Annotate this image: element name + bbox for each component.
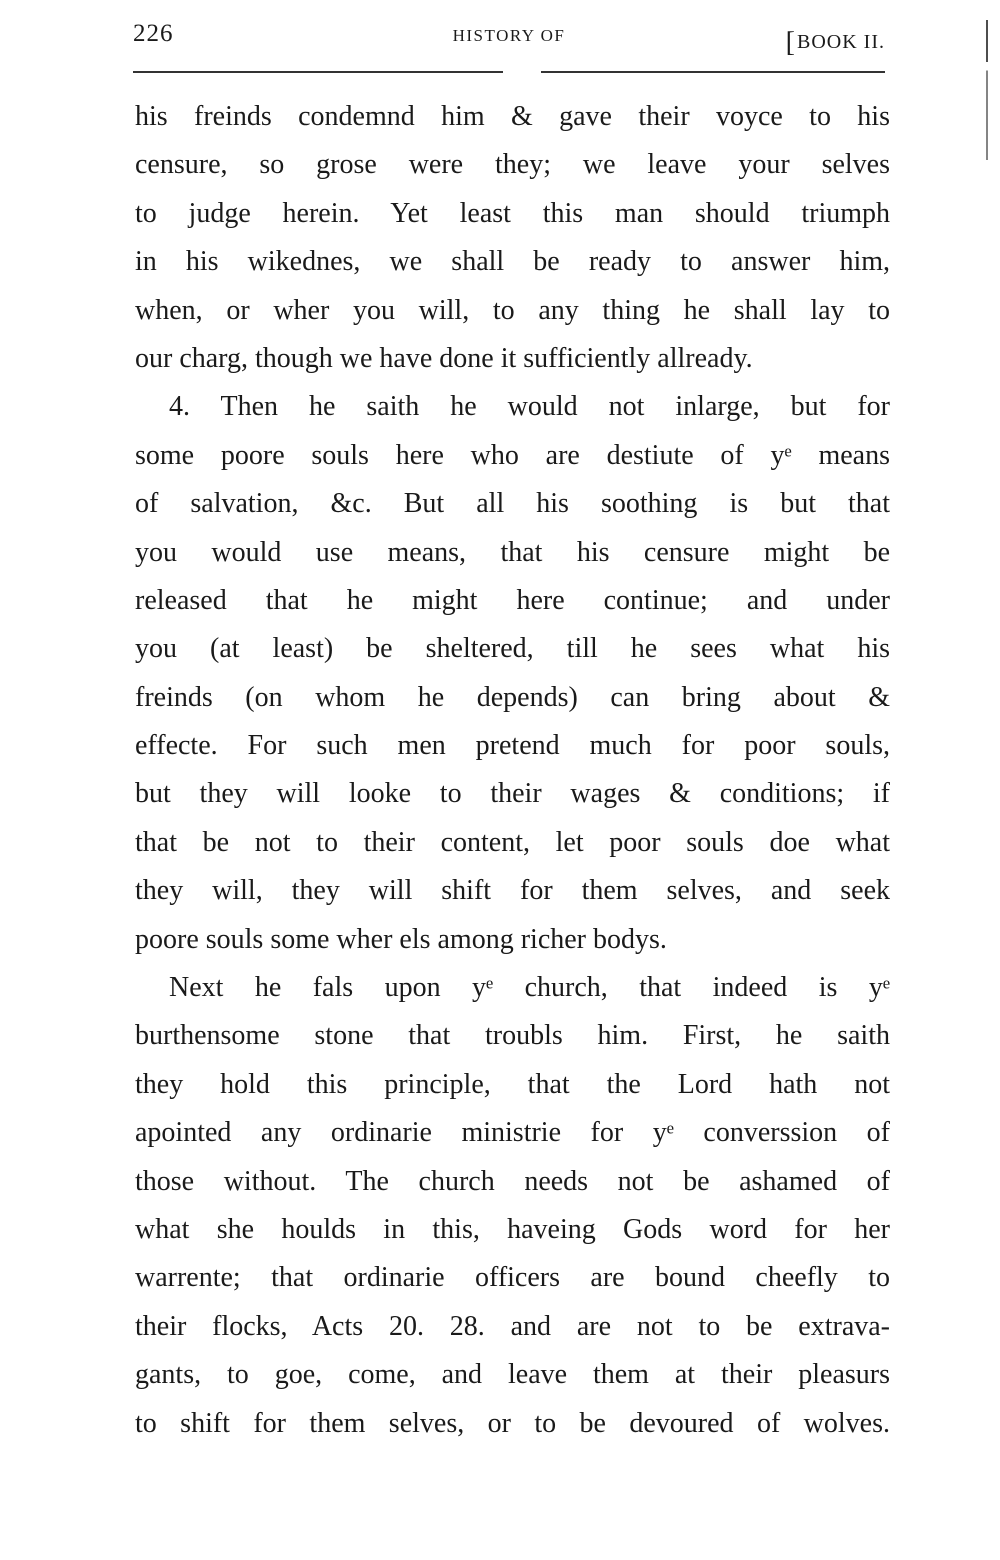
page-edge-mark [986,20,988,160]
text-line: warrente; that ordinarie officers are bound cheefly to [135,1262,890,1294]
section-label-text: BOOK II. [797,31,885,53]
text-line: apointed any ordinarie ministrie for yᵉ converssion of [135,1117,890,1149]
header-rule-left [133,71,503,73]
page-number: 226 [133,20,174,47]
text-line: of salvation, &c. But all his soothing is but that [135,488,890,520]
text-line: gants, to goe, come, and leave them at their pleasurs [135,1359,890,1391]
text-line: our charg, though we have done it sufficiently allready. [135,342,753,374]
text-line: you would use means, that his censure might be [135,536,890,568]
body-text [135,93,890,1448]
text-line: effecte. For such men pretend much for poor souls, [135,730,890,762]
text-line: poore souls some wher els among richer bodys. [135,923,667,955]
text-line: what she houlds in this, haveing Gods word for her [135,1213,890,1245]
text-line: Next he fals upon yᵉ church, that indeed is yᵉ [169,972,890,1004]
text-line: you (at least) be sheltered, till he sees what his [135,633,890,665]
text-line: some poore souls here who are destiute of yᵉ means [135,439,890,471]
running-title: HISTORY OF [452,26,566,45]
text-line: censure, so grose were they; we leave your selves [135,149,890,181]
text-line: those without. The church needs not be ashamed of [135,1165,890,1197]
text-line: freinds (on whom he depends) can bring about & [135,681,890,713]
text-line: released that he might here continue; and under [135,584,890,616]
text-line: their flocks, Acts 20. 28. and are not to be extrava- [135,1310,890,1342]
text-line: but they will looke to their wages & conditions; if [135,778,890,810]
text-line: his freinds condemnd him & gave their voyce to his [135,101,890,132]
section-bracket: [ [785,27,796,58]
text-line: in his wikednes, we shall be ready to answer him, [135,246,890,278]
section-label [786,24,885,56]
text-line: 4. Then he saith he would not inlarge, but for [169,391,890,423]
text-line: when, or wher you will, to any thing he shall lay to [135,294,890,326]
text-line: burthensome stone that troubls him. First, he saith [135,1020,890,1052]
text-line: that be not to their content, let poor souls doe what [135,826,890,858]
page-header [133,20,885,60]
text-line: they will, they will shift for them selves, and seek [135,875,890,907]
header-rule-right [541,71,885,73]
text-line: they hold this principle, that the Lord hath not [135,1068,890,1100]
text-line: to judge herein. Yet least this man should triumph [135,197,890,229]
text-line: to shift for them selves, or to be devoured of wolves. [135,1407,890,1439]
